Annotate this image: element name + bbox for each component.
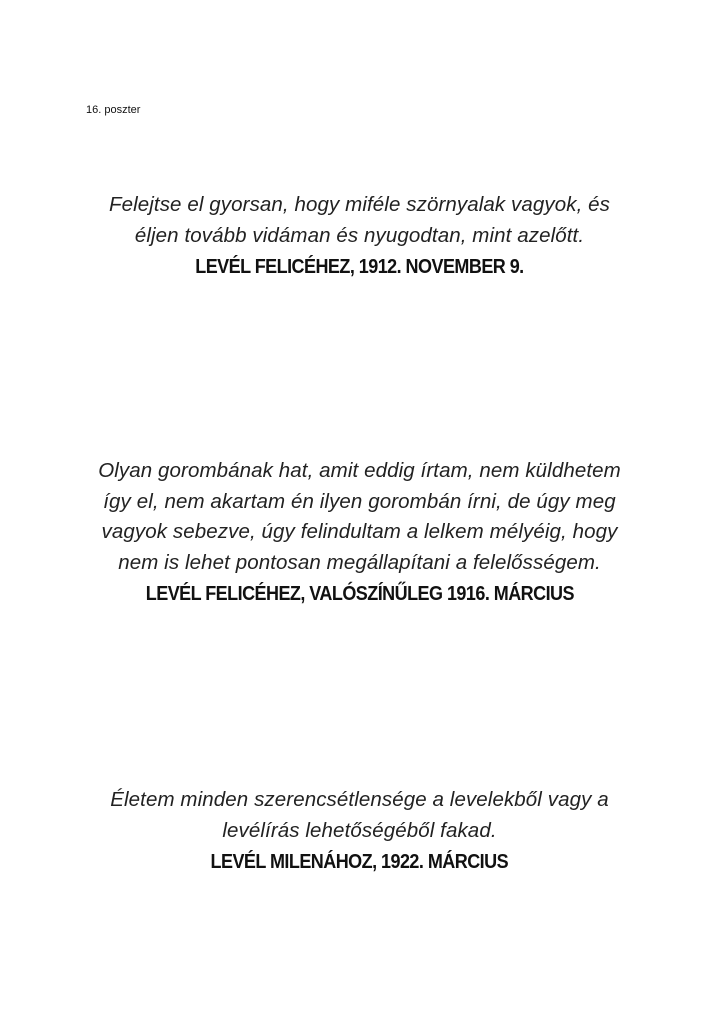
quote-line: Életem minden szerencsétlensége a levelekből vagy a <box>110 788 609 811</box>
quote-line: nem is lehet pontosan megállapítani a felelősségem. <box>118 550 601 574</box>
quote-source: LEVÉL MILENÁHOZ, 1922. MÁRCIUS <box>210 851 509 873</box>
quote-line: vagyok sebezve, úgy felindultam a lelkem mélyéig, hogy <box>101 520 618 543</box>
quote-line: levélírás lehetőségéből fakad. <box>222 818 497 842</box>
quote-source: LEVÉL FELICÉHEZ, 1912. NOVEMBER 9. <box>195 256 524 278</box>
quote-1 <box>0 190 719 283</box>
quote-line: éljen tovább vidáman és nyugodtan, mint azelőtt. <box>134 223 585 247</box>
page-label: 16. poszter <box>86 104 141 116</box>
quote-source: LEVÉL FELICÉHEZ, VALÓSZÍNŰLEG 1916. MÁRCIUS <box>145 583 574 605</box>
quote-3 <box>0 785 719 878</box>
quote-line: Felejtse el gyorsan, hogy miféle szörnyalak vagyok, és <box>108 193 611 216</box>
quote-line: Olyan gorombának hat, amit eddig írtam, nem küldhetem <box>98 459 621 482</box>
quote-line: így el, nem akartam én ilyen gorombán írni, de úgy meg <box>103 489 616 513</box>
quote-2 <box>0 456 719 610</box>
